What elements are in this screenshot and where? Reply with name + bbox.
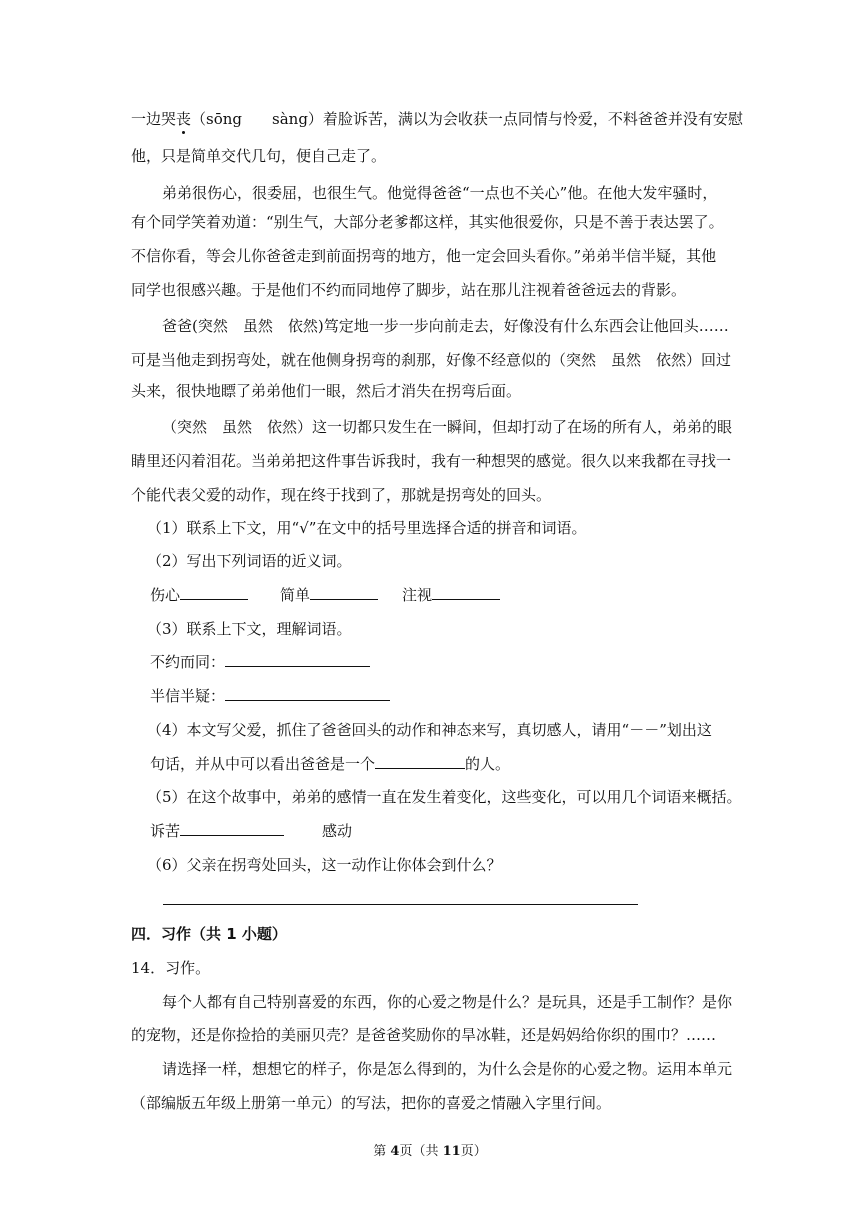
question-2: （2）写出下列词语的近义词。 — [147, 552, 352, 570]
answer-blank[interactable] — [375, 754, 465, 769]
passage-line-9: 头来，很快地瞟了弟弟他们一眼，然后才消失在拐弯后面。 — [131, 382, 522, 400]
word-label: 伤心 — [150, 586, 181, 604]
word-label: 简单 — [280, 586, 311, 604]
section-heading: 四．习作（共 1 小题） — [131, 925, 287, 943]
question-text: 的人。 — [465, 755, 511, 773]
word-label: 半信半疑： — [150, 687, 226, 705]
answer-line[interactable] — [163, 904, 638, 905]
page-number: 4 — [390, 1144, 400, 1159]
pinyin-option-a: （sōng — [191, 110, 243, 128]
passage-line-11: 睛里还闪着泪花。当弟弟把这件事告诉我时，我有一种想哭的感觉。很久以来我都在寻找一 — [131, 452, 732, 470]
passage-line-12: 个能代表父爱的动作，现在终于找到了，那就是拐弯处的回头。 — [131, 486, 552, 504]
passage-text: 一边哭 — [131, 110, 177, 128]
answer-blank[interactable] — [225, 652, 370, 667]
footer-text: 第 — [373, 1144, 391, 1159]
word-label: 不约而同： — [150, 653, 226, 671]
question-1: （1）联系上下文，用“√”在文中的括号里选择合适的拼音和词语。 — [147, 519, 587, 537]
passage-text: sàng）着脸诉苦，满以为会收获一点同情与怜爱，不料爸爸并没有安慰 — [272, 110, 743, 128]
item-title: 14．习作。 — [131, 959, 211, 977]
question-3: （3）联系上下文，理解词语。 — [147, 620, 352, 638]
prompt-line-3: 请选择一样，想想它的样子，你是怎么得到的，为什么会是你的心爱之物。运用本单元 — [162, 1060, 733, 1078]
answer-blank[interactable] — [310, 585, 378, 600]
answer-blank[interactable] — [432, 585, 500, 600]
prompt-line-4: （部编版五年级上册第一单元）的写法，把你的喜爱之情融入字里行间。 — [131, 1094, 612, 1112]
passage-line-10: （突然 虽然 依然）这一切都只发生在一瞬间，但却打动了在场的所有人，弟弟的眼 — [162, 418, 733, 436]
question-3-word-1 — [150, 652, 370, 672]
footer-text: 页（共 — [399, 1144, 443, 1159]
word-label: 诉苦 — [150, 822, 181, 840]
passage-line-2: 他，只是简单交代几句，便自己走了。 — [131, 147, 387, 165]
question-6: （6）父亲在拐弯处回头，这一动作让你体会到什么？ — [147, 856, 502, 874]
word-label: 注视 — [402, 586, 433, 604]
question-text: 句话，并从中可以看出爸爸是一个 — [150, 755, 376, 773]
word-label: 感动 — [322, 822, 353, 840]
answer-blank[interactable] — [180, 821, 284, 836]
answer-blank[interactable] — [225, 686, 390, 701]
question-4-continued — [150, 754, 510, 774]
passage-line-3: 弟弟很伤心，很委屈，也很生气。他觉得爸爸“一点也不关心”他。在他大发牢骚时， — [162, 184, 718, 202]
passage-line-6: 同学也很感兴趣。于是他们不约而同地停了脚步，站在那儿注视着爸爸远去的背影。 — [131, 281, 687, 299]
prompt-line-1: 每个人都有自己特别喜爱的东西，你的心爱之物是什么？是玩具，还是手工制作？是你 — [162, 993, 733, 1011]
passage-line-7: 爸爸(突然 虽然 依然)笃定地一步一步向前走去，好像没有什么东西会让他回头…… — [162, 317, 729, 335]
passage-line-4: 有个同学笑着劝道：“别生气，大部分老爹都这样，其实他很爱你，只是不善于表达罢了。 — [131, 213, 724, 231]
page-total: 11 — [442, 1144, 461, 1159]
footer-text: 页） — [460, 1144, 487, 1159]
page-footer — [0, 1140, 860, 1159]
passage-line-1 — [131, 109, 743, 129]
question-3-word-2 — [150, 686, 390, 706]
answer-blank[interactable] — [180, 585, 248, 600]
passage-line-5: 不信你看，等会儿你爸爸走到前面拐弯的地方，他一定会回头看你。”弟弟半信半疑，其他 — [131, 247, 717, 265]
passage-line-8: 可是当他走到拐弯处，就在他侧身拐弯的刹那，好像不经意似的（突然 虽然 依然）回过 — [131, 351, 732, 369]
question-4: （4）本文写父爱，抓住了爸爸回头的动作和神态来写，真切感人，请用“－－”划出这 — [147, 721, 712, 739]
prompt-line-2: 的宠物，还是你捡拾的美丽贝壳？是爸爸奖励你的旱冰鞋，还是妈妈给你织的围巾？…… — [131, 1026, 717, 1044]
question-5: （5）在这个故事中，弟弟的感情一直在发生着变化，这些变化，可以用几个词语来概括。 — [147, 788, 742, 806]
dotted-character: 丧 — [176, 110, 192, 128]
question-5-words — [150, 821, 352, 841]
question-2-words — [150, 585, 500, 605]
